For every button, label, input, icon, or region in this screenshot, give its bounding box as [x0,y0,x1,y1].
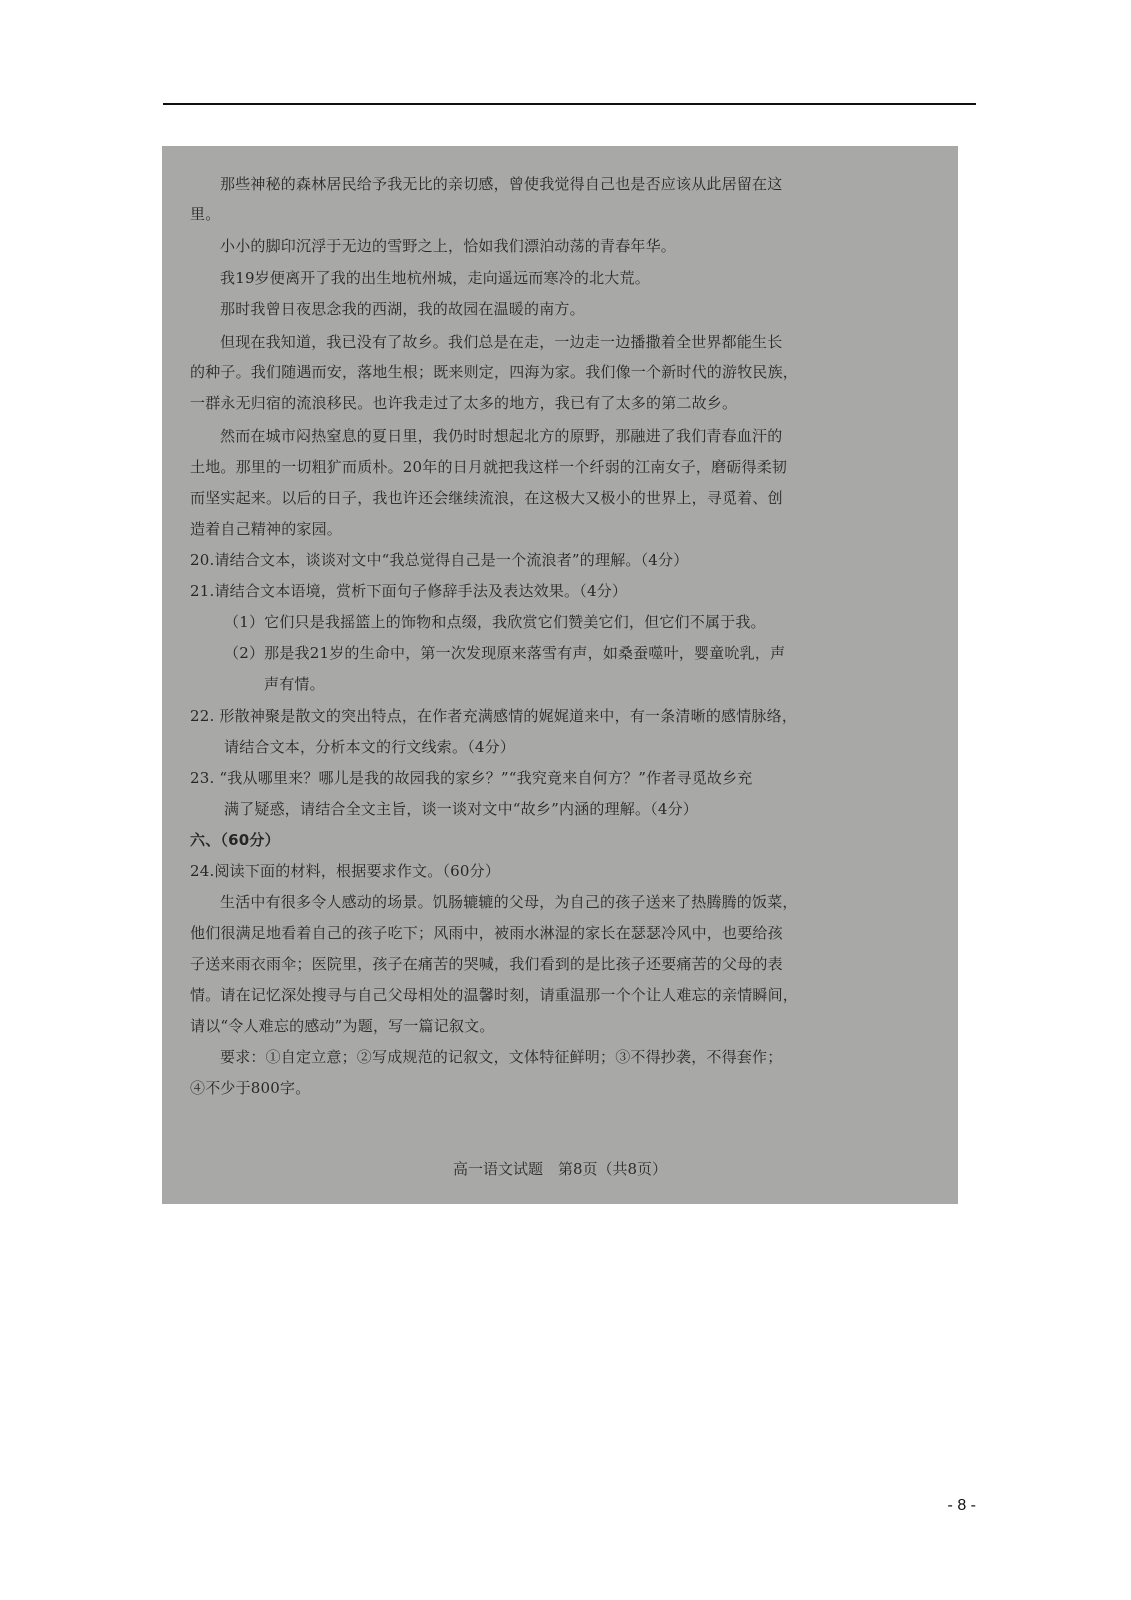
question-21: 21.请结合文本语境，赏析下面句子修辞手法及表达效果。（4分） [190,582,628,600]
question-21-item-1: （1）它们只是我摇篮上的饰物和点缀，我欣赏它们赞美它们，但它们不属于我。 [224,613,766,631]
text-line: 土地。那里的一切粗犷而质朴。20年的日月就把我这样一个纤弱的江南女子，磨砺得柔韧 [190,458,788,476]
text-line: 但现在我知道，我已没有了故乡。我们总是在走，一边走一边播撒着全世界都能生长 [220,333,783,351]
question-23: 23. “我从哪里来？哪儿是我的故园我的家乡？”“我究竟来自何方？”作者寻觅故乡充 [190,769,753,787]
question-21-item-2: （2）那是我21岁的生命中，第一次发现原来落雪有声，如桑蚕噬叶，婴童吮乳，声 [224,644,786,662]
text-line: 的种子。我们随遇而安，落地生根；既来则定，四海为家。我们像一个新时代的游牧民族， [190,363,799,381]
text-line: 小小的脚印沉浮于无边的雪野之上，恰如我们漂泊动荡的青春年华。 [220,237,677,255]
essay-material-line: 请以“令人难忘的感动”为题，写一篇记叙文。 [190,1017,495,1035]
section-six-heading: 六、（60分） [190,831,280,849]
text-line: 那些神秘的森林居民给予我无比的亲切感，曾使我觉得自己也是否应该从此居留在这 [220,175,783,193]
essay-material-line: 子送来雨衣雨伞；医院里，孩子在痛苦的哭喊，我们看到的是比孩子还要痛苦的父母的表 [190,955,783,973]
question-20: 20.请结合文本，谈谈对文中“我总觉得自己是一个流浪者”的理解。（4分） [190,551,689,569]
text-line: 那时我曾日夜思念我的西湖，我的故园在温暖的南方。 [220,300,585,318]
essay-material-line: 生活中有很多令人感动的场景。饥肠辘辘的父母，为自己的孩子送来了热腾腾的饭菜， [220,893,798,911]
text-line: 造着自己精神的家园。 [190,520,343,538]
text-line: 而坚实起来。以后的日子，我也许还会继续流浪，在这极大又极小的世界上，寻觅着、创 [190,489,783,507]
scanned-exam-page [162,146,958,1204]
header-rule [163,103,976,105]
text-line: 我19岁便离开了我的出生地杭州城，走向遥远而寒冷的北大荒。 [220,269,650,287]
page-number: - 8 - [947,1497,976,1514]
essay-requirements-cont: ④不少于800字。 [190,1079,311,1097]
question-21-item-2-cont: 声有情。 [264,675,325,693]
essay-material-line: 他们很满足地看着自己的孩子吃下；风雨中，被雨水淋湿的家长在瑟瑟冷风中，也要给孩 [190,924,783,942]
text-line: 然而在城市闷热窒息的夏日里，我仍时时想起北方的原野，那融进了我们青春血汗的 [220,427,783,445]
text-line: 一群永无归宿的流浪移民。也许我走过了太多的地方，我已有了太多的第二故乡。 [190,394,738,412]
essay-requirements: 要求：①自定立意；②写成规范的记叙文，文体特征鲜明；③不得抄袭，不得套作； [220,1048,783,1066]
question-24: 24.阅读下面的材料，根据要求作文。（60分） [190,862,501,880]
essay-material-line: 情。请在记忆深处搜寻与自己父母相处的温馨时刻，请重温那一个个让人难忘的亲情瞬间， [190,986,799,1004]
scan-footer: 高一语文试题 第8页（共8页） [452,1160,668,1178]
text-line: 里。 [190,205,221,223]
question-22: 22. 形散神聚是散文的突出特点，在作者充满感情的娓娓道来中，有一条清晰的感情脉络， [190,707,798,725]
question-23-cont: 满了疑惑，请结合全文主旨，谈一谈对文中“故乡”内涵的理解。（4分） [224,800,698,818]
question-22-cont: 请结合文本，分析本文的行文线索。（4分） [224,738,516,756]
